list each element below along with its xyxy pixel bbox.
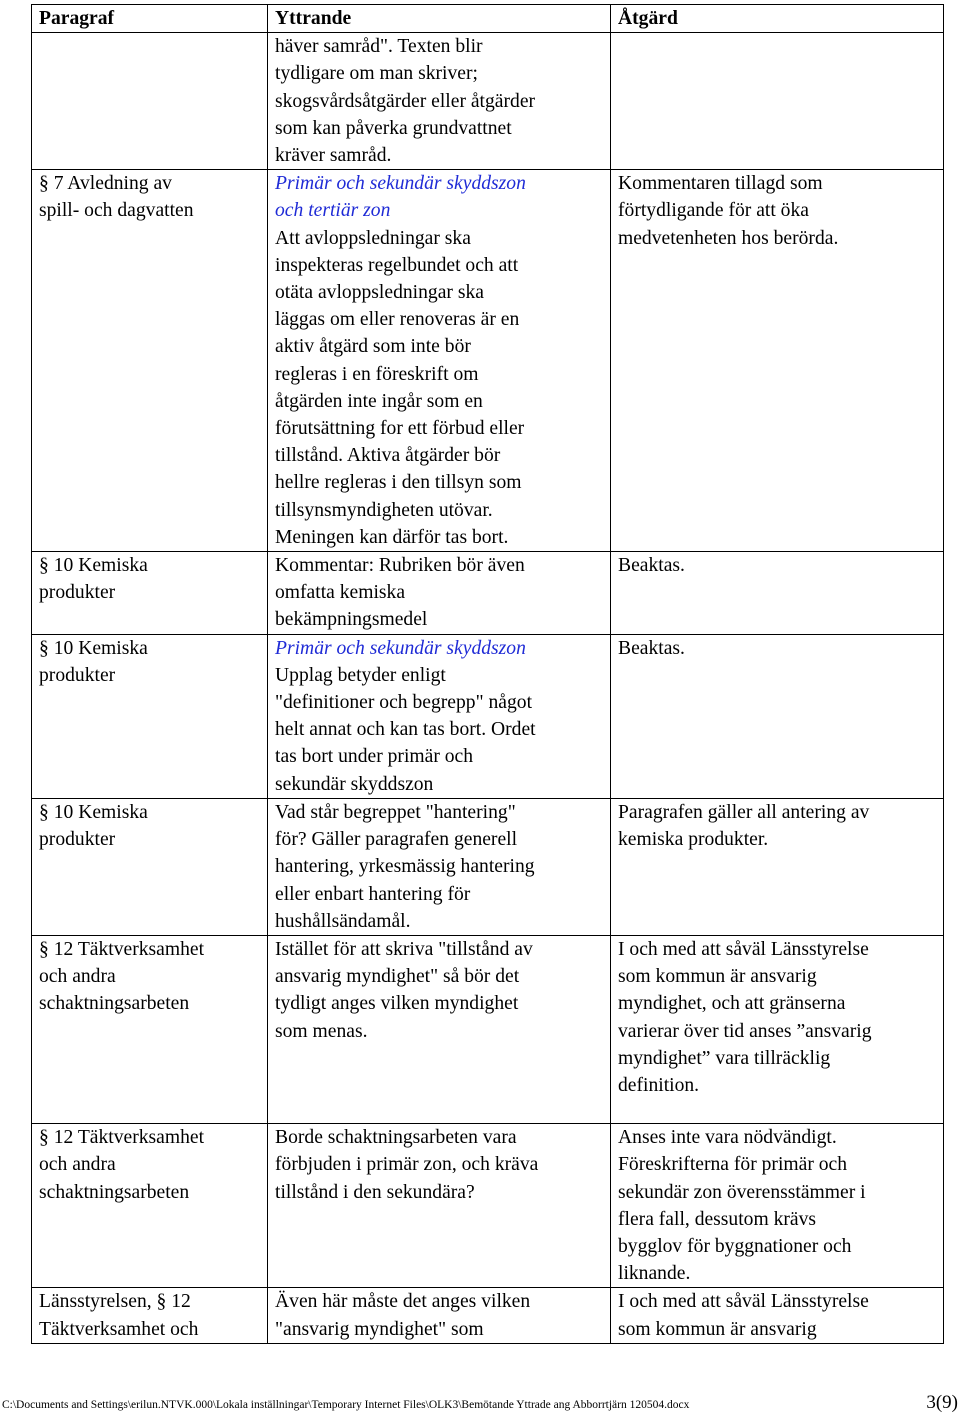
paragraf-line: och andra	[39, 1154, 116, 1176]
yttrande-line: åtgärden inte ingår som en	[275, 390, 483, 412]
atgard-line: I och med att såväl Länsstyrelse	[618, 1291, 869, 1313]
cell-yttrande	[268, 634, 611, 798]
atgard-line: definition.	[618, 1074, 700, 1096]
table-row	[32, 798, 944, 935]
yttrande-line: Även här måste det anges vilken	[275, 1291, 531, 1313]
yttrande-blue-line: och tertiär zon	[275, 200, 391, 222]
yttrande-line: läggas om eller renoveras är en	[275, 309, 520, 331]
cell-paragraf	[32, 552, 268, 635]
paragraf-line: produkter	[39, 582, 116, 604]
page-footer	[0, 1392, 960, 1414]
table-row	[32, 1124, 944, 1288]
table-row	[32, 1288, 944, 1343]
atgard-line: som kommun är ansvarig	[618, 966, 817, 988]
paragraf-line: § 10 Kemiska	[39, 637, 148, 659]
cell-paragraf	[32, 1124, 268, 1288]
yttrande-line: hellre regleras i den tillsyn som	[275, 472, 522, 494]
atgard-line: Beaktas.	[618, 555, 685, 577]
cell-paragraf	[32, 798, 268, 935]
atgard-line: bygglov för byggnationer och	[618, 1235, 852, 1257]
table-row	[32, 634, 944, 798]
yttrande-line: otäta avloppsledningar ska	[275, 282, 484, 304]
paragraf-line: produkter	[39, 664, 116, 686]
yttrande-line: Vad står begreppet "hantering"	[275, 801, 516, 823]
paragraf-line: § 10 Kemiska	[39, 801, 148, 823]
atgard-line: sekundär zon överensstämmer i	[618, 1181, 866, 1203]
cell-yttrande	[268, 33, 611, 170]
yttrande-line: aktiv åtgärd som inte bör	[275, 336, 471, 358]
atgard-line: Paragrafen gäller all antering av	[618, 801, 870, 823]
yttrande-blue-line: Primär och sekundär skyddszon	[275, 173, 526, 195]
yttrande-line: häver samråd". Texten blir	[275, 36, 483, 58]
yttrande-line: "ansvarig myndighet" som	[275, 1318, 484, 1340]
cell-yttrande	[268, 798, 611, 935]
cell-paragraf	[32, 935, 268, 1123]
cell-yttrande	[268, 552, 611, 635]
table-row	[32, 170, 944, 552]
yttrande-line: tas bort under primär och	[275, 746, 474, 768]
cell-paragraf	[32, 33, 268, 170]
cell-atgard	[611, 1124, 944, 1288]
yttrande-line: Borde schaktningsarbeten vara	[275, 1127, 517, 1149]
yttrande-line: "definitioner och begrepp" något	[275, 692, 533, 714]
cell-atgard	[611, 33, 944, 170]
yttrande-line: sekundär skyddszon	[275, 773, 434, 795]
remarks-table	[31, 4, 944, 1344]
yttrande-line: hantering, yrkesmässig hantering	[275, 856, 535, 878]
atgard-line: som kommun är ansvarig	[618, 1318, 817, 1340]
yttrande-line: förbjuden i primär zon, och kräva	[275, 1154, 539, 1176]
paragraf-line: § 7 Avledning av	[39, 173, 172, 195]
table-row	[32, 935, 944, 1123]
yttrande-line: som menas.	[275, 1020, 368, 1042]
atgard-line: myndighet” vara tillräcklig	[618, 1047, 831, 1069]
cell-atgard	[611, 170, 944, 552]
cell-paragraf	[32, 634, 268, 798]
file-path: C:\Documents and Settings\erilun.NTVK.000\Lokala inställningar\Temporary Internet Files\OLK3\Bemötande Yttrade ang Abborrtjärn 120504.docx	[2, 1399, 690, 1411]
paragraf-line: spill- och dagvatten	[39, 200, 194, 222]
table-row	[32, 552, 944, 635]
cell-atgard	[611, 935, 944, 1123]
yttrande-line: helt annat och kan tas bort. Ordet	[275, 719, 536, 741]
yttrande-blue-line: Primär och sekundär skyddszon	[275, 637, 526, 659]
paragraf-line: § 12 Täktverksamhet	[39, 1127, 205, 1149]
yttrande-line: skogsvårdsåtgärder eller åtgärder	[275, 90, 536, 112]
atgard-line: medvetenheten hos berörda.	[618, 227, 839, 249]
yttrande-line: Upplag betyder enligt	[275, 664, 446, 686]
atgard-line: kemiska produkter.	[618, 829, 769, 851]
yttrande-line: förutsättning for ett förbud eller	[275, 418, 525, 440]
yttrande-line: hushållsändamål.	[275, 910, 411, 932]
cell-paragraf	[32, 1288, 268, 1343]
cell-yttrande	[268, 1288, 611, 1343]
table-header-row	[32, 5, 944, 33]
atgard-line: Föreskrifterna för primär och	[618, 1154, 848, 1176]
cell-paragraf	[32, 170, 268, 552]
atgard-line: liknande.	[618, 1263, 691, 1285]
atgard-line: Beaktas.	[618, 637, 685, 659]
yttrande-line: tillsynsmyndigheten utövar.	[275, 499, 493, 521]
yttrande-line: tydligare om man skriver;	[275, 63, 478, 85]
paragraf-line: produkter	[39, 829, 116, 851]
atgard-line: I och med att såväl Länsstyrelse	[618, 938, 869, 960]
header-paragraf: Paragraf	[32, 5, 268, 33]
yttrande-line: tydligt anges vilken myndighet	[275, 993, 519, 1015]
cell-yttrande	[268, 935, 611, 1123]
cell-yttrande	[268, 170, 611, 552]
atgard-line: Kommentaren tillagd som	[618, 173, 823, 195]
cell-yttrande	[268, 1124, 611, 1288]
paragraf-line: § 10 Kemiska	[39, 555, 148, 577]
yttrande-line: Meningen kan därför tas bort.	[275, 526, 509, 548]
paragraf-line: schaktningsarbeten	[39, 993, 190, 1015]
cell-atgard	[611, 798, 944, 935]
cell-atgard	[611, 1288, 944, 1343]
yttrande-line: eller enbart hantering för	[275, 883, 471, 905]
yttrande-line: som kan påverka grundvattnet	[275, 117, 512, 139]
page-number: 3(9)	[926, 1392, 958, 1413]
yttrande-line: tillstånd i den sekundära?	[275, 1181, 475, 1203]
yttrande-line: Istället för att skriva "tillstånd av	[275, 938, 533, 960]
yttrande-line: tillstånd. Aktiva åtgärder bör	[275, 445, 501, 467]
paragraf-line: och andra	[39, 966, 116, 988]
atgard-line: flera fall, dessutom krävs	[618, 1208, 817, 1230]
paragraf-line: § 12 Täktverksamhet	[39, 938, 205, 960]
yttrande-line: inspekteras regelbundet och att	[275, 254, 519, 276]
atgard-line: Anses inte vara nödvändigt.	[618, 1127, 837, 1149]
yttrande-line: omfatta kemiska	[275, 582, 406, 604]
atgard-line: myndighet, och att gränserna	[618, 993, 846, 1015]
yttrande-line: ansvarig myndighet" så bör det	[275, 966, 520, 988]
table-row	[32, 33, 944, 170]
header-atgard: Åtgärd	[611, 5, 944, 33]
yttrande-line: kräver samråd.	[275, 145, 392, 167]
header-yttrande: Yttrande	[268, 5, 611, 33]
yttrande-line: regleras i en föreskrift om	[275, 363, 479, 385]
cell-atgard	[611, 552, 944, 635]
paragraf-line: Täktverksamhet och	[39, 1318, 199, 1340]
yttrande-line: bekämpningsmedel	[275, 609, 428, 631]
yttrande-line: för? Gäller paragrafen generell	[275, 829, 518, 851]
yttrande-line: Att avloppsledningar ska	[275, 227, 471, 249]
cell-atgard	[611, 634, 944, 798]
paragraf-line: schaktningsarbeten	[39, 1181, 190, 1203]
yttrande-line: Kommentar: Rubriken bör även	[275, 555, 525, 577]
atgard-line: varierar över tid anses ”ansvarig	[618, 1020, 872, 1042]
paragraf-line: Länsstyrelsen, § 12	[39, 1291, 191, 1313]
atgard-line: förtydligande för att öka	[618, 200, 809, 222]
